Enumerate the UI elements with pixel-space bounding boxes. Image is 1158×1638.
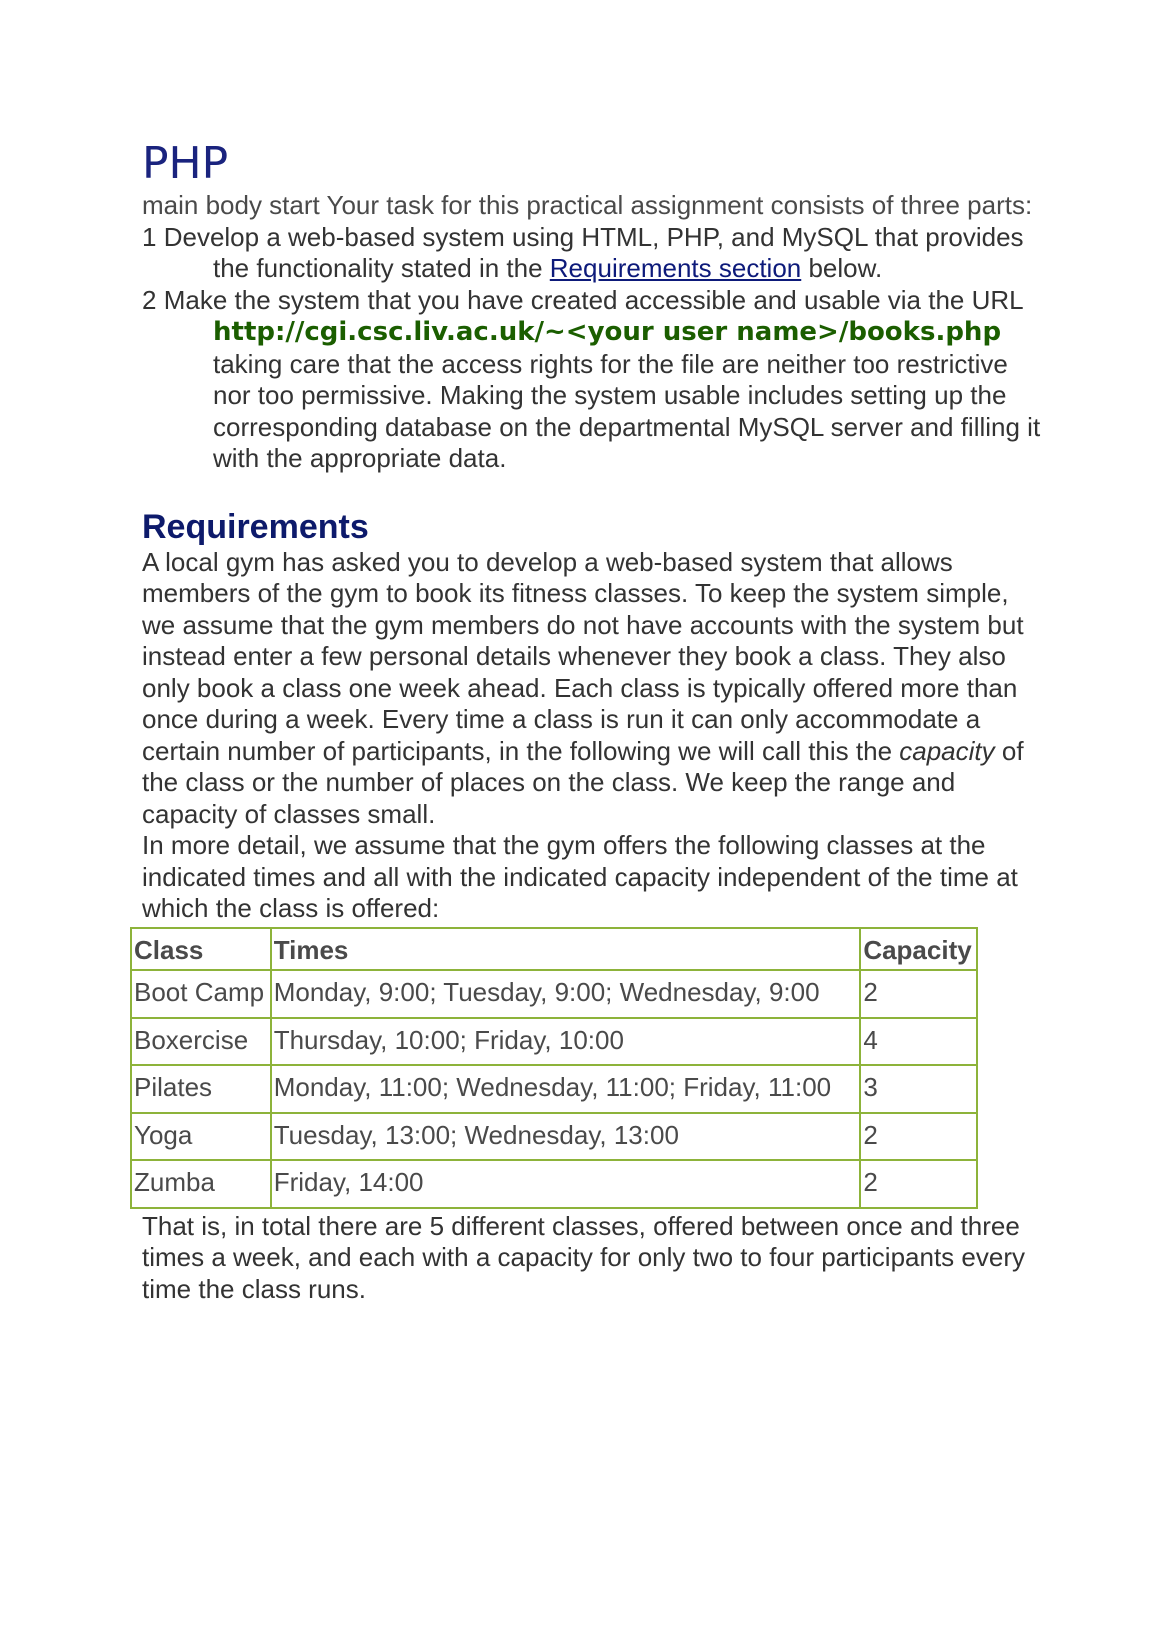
times-cell: Thursday, 10:00; Friday, 10:00 — [271, 1018, 861, 1066]
class-cell: Zumba — [131, 1160, 271, 1208]
table-row — [131, 1160, 977, 1208]
class-cell: Boxercise — [131, 1018, 271, 1066]
task-item-1 — [142, 222, 1042, 285]
requirements-paragraph-3: That is, in total there are 5 different classes, offered between once and three times a week, and each with a capacity for only two to four participants every time the class runs. — [142, 1210, 1025, 1304]
times-cell: Monday, 11:00; Wednesday, 11:00; Friday, 11:00 — [271, 1065, 861, 1113]
times-cell: Monday, 9:00; Tuesday, 9:00; Wednesday, 9:00 — [271, 970, 861, 1018]
header-times: Times — [271, 928, 861, 971]
task-text: Make the system that you have created accessible and usable via the URL — [163, 284, 1023, 315]
table-row — [131, 970, 977, 1018]
classes-table — [130, 927, 978, 1209]
class-cell: Yoga — [131, 1113, 271, 1161]
page-title: PHP — [142, 138, 229, 189]
requirements-paragraph-1 — [142, 547, 1042, 831]
task-text-after: below. — [801, 253, 883, 283]
books-url: http://cgi.csc.liv.ac.uk/~<your user name>/books.php — [213, 317, 1002, 347]
capacity-cell: 3 — [860, 1065, 977, 1113]
requirements-paragraph-2: In more detail, we assume that the gym offers the following classes at the indicated times and all with the indicated capacity independent of the time at which the class is offered: — [142, 830, 1018, 923]
capacity-term: capacity — [899, 735, 995, 766]
task-number: 2 — [142, 284, 157, 315]
class-cell: Boot Camp — [131, 970, 271, 1018]
table-row — [131, 1018, 977, 1066]
paragraph-text-after: of the class or the number of places on the class. We keep the range and capacity of classes small. — [142, 735, 1024, 829]
paragraph-text: A local gym has asked you to develop a web-based system that allows members of the gym to book its fitness classes. To keep the system simple, we assume that the gym members do not have accounts with the system but instead enter a few personal details whenever they book a class. They also only book a class one week ahead. Each class is typically offered more than once during a week. Every time a class is run it can only accommodate a certain number of participants, in the following we will call this the — [142, 546, 1024, 766]
times-cell: Tuesday, 13:00; Wednesday, 13:00 — [271, 1113, 861, 1161]
table-header-row — [131, 928, 977, 971]
intro-text: main body start Your task for this practical assignment consists of three parts: — [142, 190, 1033, 220]
times-cell: Friday, 14:00 — [271, 1160, 861, 1208]
capacity-cell: 2 — [860, 1160, 977, 1208]
capacity-cell: 4 — [860, 1018, 977, 1066]
table-row — [131, 1065, 977, 1113]
header-capacity: Capacity — [860, 928, 977, 971]
task-text-after: taking care that the access rights for the file are neither too restrictive nor too permissive. Making the system usable includes setting up the corresponding database on the departmental MySQL server and filling it with the appropriate data. — [213, 348, 1041, 473]
requirements-heading: Requirements — [142, 507, 369, 546]
class-cell: Pilates — [131, 1065, 271, 1113]
table-row — [131, 1113, 977, 1161]
requirements-section-link[interactable]: Requirements section — [549, 253, 802, 283]
task-item-2 — [142, 285, 1042, 475]
task-text: Develop a web-based system using HTML, PHP, and MySQL that provides the functionality stated in the — [163, 221, 1024, 283]
header-class: Class — [131, 928, 271, 971]
document-body — [134, 138, 1042, 1305]
capacity-cell: 2 — [860, 1113, 977, 1161]
capacity-cell: 2 — [860, 970, 977, 1018]
task-number: 1 — [142, 221, 157, 252]
